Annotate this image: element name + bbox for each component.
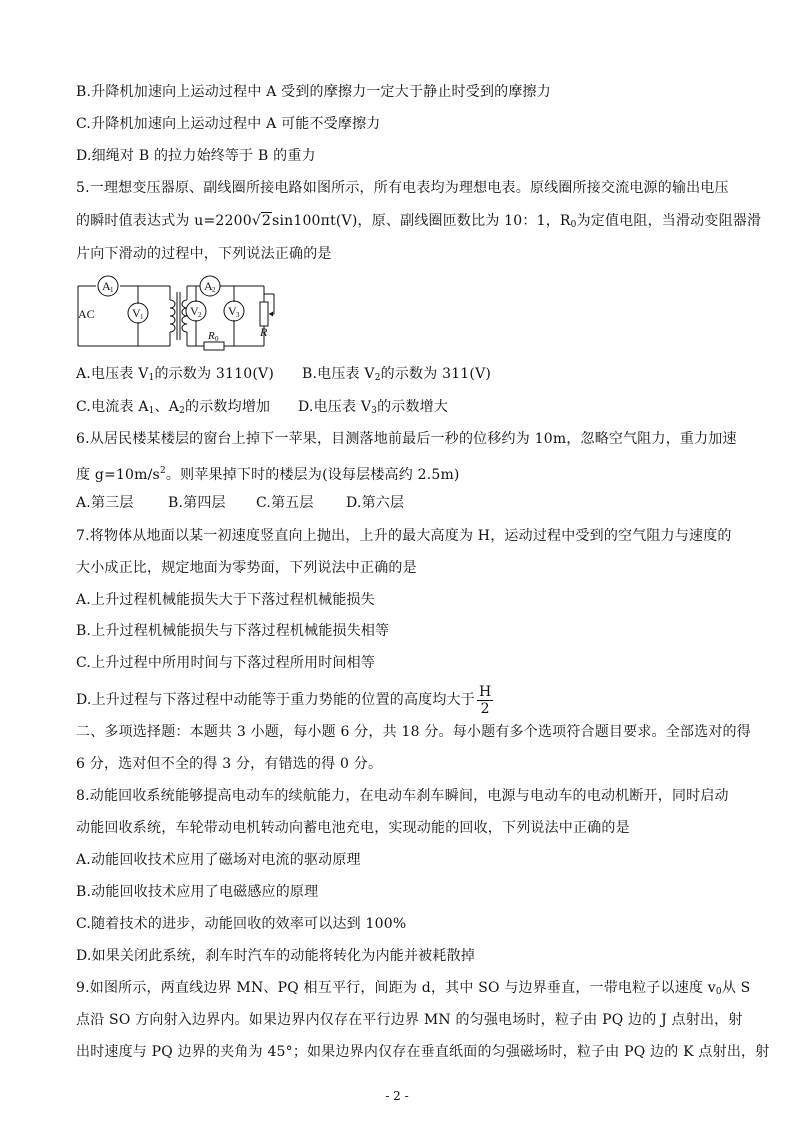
q5-stem-part-b: sin100πt(V)，原、副线圈匝数比为 10：1，R bbox=[272, 213, 571, 229]
q8-stem-line1: 8.动能回收系统能够提高电动车的续航能力，在电动车刹车瞬间，电源与电动车的电动机断开，同时启动 bbox=[76, 788, 729, 804]
q4-option-d: D.细绳对 B 的拉力始终等于 B 的重力 bbox=[76, 148, 316, 164]
fraction-numerator: H bbox=[478, 683, 492, 700]
q9-stem-line1 bbox=[76, 978, 750, 1002]
a2-sub: 2 bbox=[212, 286, 216, 294]
q5-stem-part-a: 的瞬时值表达式为 u=2200 bbox=[76, 213, 252, 229]
q5-option-d bbox=[298, 397, 448, 421]
q5-stem-line2 bbox=[76, 211, 761, 235]
q6-option-c: C.第五层 bbox=[256, 495, 314, 511]
q8-stem-line2: 动能回收系统，车轮带动电机转动向蓄电池充电，实现动能的回收，下列说法中正确的是 bbox=[76, 820, 630, 836]
q7-option-d bbox=[76, 683, 493, 717]
q9-stem-part-b: 从 S bbox=[721, 980, 751, 996]
q7-option-b: B.上升过程机械能损失与下落过程机械能损失相等 bbox=[76, 623, 390, 639]
sqrt-symbol: √2 bbox=[251, 213, 272, 229]
q9-stem-part-a: 9.如图所示，两直线边界 MN、PQ 相互平行，间距为 d，其中 SO 与边界垂直，一带电粒子以速度 v bbox=[76, 980, 716, 996]
page-number: - 2 - bbox=[385, 1089, 409, 1103]
q7-stem-line1: 7.将物体从地面以某一初速度竖直向上抛出，上升的最大高度为 H，运动过程中受到的空气阻力与速度的 bbox=[76, 528, 732, 544]
q5-option-d-tail: 的示数增大 bbox=[377, 399, 449, 415]
q5-option-a-sub: 1 bbox=[148, 373, 155, 383]
q5-option-a bbox=[76, 364, 302, 388]
q6-options bbox=[76, 493, 404, 513]
a2-label: A bbox=[204, 279, 213, 293]
q5-option-c-mid: 、A bbox=[154, 399, 180, 415]
q5-option-c bbox=[76, 397, 298, 421]
q4-option-b: B.升降机加速向上运动过程中 A 受到的摩擦力一定大于静止时受到的摩擦力 bbox=[76, 84, 551, 100]
q5-stem-sub: 0 bbox=[570, 220, 577, 230]
q5-options-row2 bbox=[76, 397, 448, 421]
q7-option-a: A.上升过程机械能损失大于下落过程机械能损失 bbox=[76, 592, 375, 608]
q5-option-c-sub2: 2 bbox=[179, 406, 186, 416]
transformer-circuit-diagram bbox=[76, 272, 276, 356]
q5-option-d-sub: 3 bbox=[371, 406, 378, 416]
q5-option-a-tail: 的示数为 3110(V) bbox=[154, 366, 274, 382]
q8-option-d: D.如果关闭此系统，刹车时汽车的动能将转化为内能并被耗散掉 bbox=[76, 948, 475, 964]
q9-stem-sub: 0 bbox=[715, 987, 722, 997]
q6-option-b: B.第四层 bbox=[168, 495, 226, 511]
a1-sub: 1 bbox=[110, 286, 114, 294]
q6-stem-line1: 6.从居民楼某楼层的窗台上掉下一苹果，目测落地前最后一秒的位移约为 10m，忽略空气阻力，重力加速 bbox=[76, 431, 737, 447]
fraction-denominator: 2 bbox=[480, 700, 490, 717]
v1-sub: 1 bbox=[140, 313, 144, 321]
q6-stem-sup: 2 bbox=[159, 466, 166, 476]
q8-option-b: B.动能回收技术应用了电磁感应的原理 bbox=[76, 884, 319, 900]
q6-stem-line2 bbox=[76, 461, 460, 485]
v2-sub: 2 bbox=[198, 311, 202, 319]
q6-stem-part-a: 度 g=10m/s bbox=[76, 467, 160, 483]
fraction-h-over-2 bbox=[477, 684, 493, 717]
q6-stem-part-b: 。则苹果掉下时的楼层为(设每层楼高约 2.5m) bbox=[165, 467, 460, 483]
v2-label: V bbox=[190, 304, 199, 318]
q5-option-c-tail: 的示数均增加 bbox=[185, 399, 271, 415]
q9-stem-line3: 出时速度与 PQ 边界的夹角为 45°；如果边界内仅存在垂直纸面的匀强磁场时，粒子由 PQ 边的 K 点射出，射 bbox=[76, 1044, 770, 1060]
q5-option-a-text: A.电压表 V bbox=[76, 366, 149, 382]
q7-stem-line2: 大小成正比，规定地面为零势面，下列说法中正确的是 bbox=[76, 560, 417, 576]
section2-heading-line2: 6 分，选对但不全的得 3 分，有错选的得 0 分。 bbox=[76, 756, 383, 772]
q5-options-row1 bbox=[76, 364, 491, 388]
r0-label: R bbox=[208, 330, 215, 342]
q5-option-b-text: B.电压表 V bbox=[302, 366, 375, 382]
q6-option-a: A.第三层 bbox=[76, 495, 134, 511]
q5-stem-part-c: 为定值电阻，当滑动变阻器滑 bbox=[576, 213, 762, 229]
q8-option-c: C.随着技术的进步，动能回收的效率可以达到 100% bbox=[76, 916, 407, 932]
q7-option-d-text: D.上升过程与下落过程中动能等于重力势能的位置的高度均大于 bbox=[76, 692, 475, 708]
rheostat-label: R bbox=[260, 325, 268, 339]
q6-option-d: D.第六层 bbox=[346, 495, 405, 511]
ac-source-label: AC bbox=[78, 307, 95, 321]
q8-option-a: A.动能回收技术应用了磁场对电流的驱动原理 bbox=[76, 852, 361, 868]
q7-option-c: C.上升过程中所用时间与下落过程所用时间相等 bbox=[76, 655, 376, 671]
a1-label: A bbox=[102, 279, 111, 293]
v3-sub: 3 bbox=[236, 311, 240, 319]
rheostat-slider-arrow bbox=[269, 312, 273, 317]
q9-stem-line2: 点沿 SO 方向射入边界内。如果边界内仅存在平行边界 MN 的匀强电场时，粒子由 PQ 边的 J 点射出，射 bbox=[76, 1012, 743, 1028]
section2-heading-line1: 二、多项选择题：本题共 3 小题，每小题 6 分，共 18 分。每小题有多个选项符合题目要求。全部选对的得 bbox=[76, 724, 751, 740]
q5-stem-line3: 片向下滑动的过程中，下列说法正确的是 bbox=[76, 246, 332, 262]
sqrt-radicand: 2 bbox=[261, 213, 272, 229]
q4-option-c: C.升降机加速向上运动过程中 A 可能不受摩擦力 bbox=[76, 116, 381, 132]
r0-sub: 0 bbox=[215, 335, 219, 343]
q5-option-d-text: D.电压表 V bbox=[298, 399, 372, 415]
v1-label: V bbox=[132, 306, 141, 320]
q5-option-c-text: C.电流表 A bbox=[76, 399, 149, 415]
q5-option-b bbox=[302, 364, 491, 388]
q5-option-c-sub1: 1 bbox=[148, 406, 155, 416]
q5-stem-line1: 5.一理想变压器原、副线圈所接电路如图所示，所有电表均为理想电表。原线圈所接交流电源的输出电压 bbox=[76, 180, 729, 196]
q5-option-b-tail: 的示数为 311(V) bbox=[380, 366, 492, 382]
v3-label: V bbox=[228, 304, 237, 318]
q5-option-b-sub: 2 bbox=[374, 373, 381, 383]
